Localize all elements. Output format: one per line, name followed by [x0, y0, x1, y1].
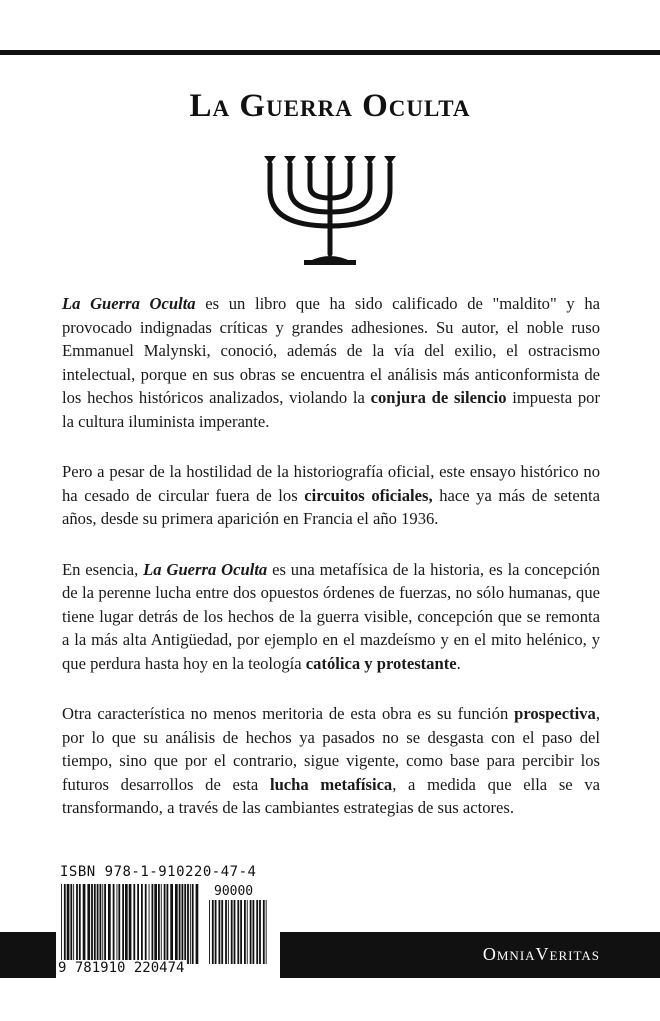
barcode-bar [170, 884, 173, 964]
barcode-bar [152, 884, 154, 964]
ean-barcode-bars [60, 884, 200, 964]
barcode-bar [247, 900, 248, 964]
barcode-bar [266, 900, 267, 964]
emphasis-bold: prospectiva [514, 704, 596, 723]
emphasis-bold: conjura de silencio [370, 388, 507, 407]
barcode-bar [228, 900, 229, 964]
publisher-name: OmniaVeritas [482, 944, 600, 964]
barcode-bar [154, 884, 157, 964]
barcode-bar [129, 884, 132, 964]
text-run: . [456, 653, 461, 673]
barcode-bar [102, 884, 103, 964]
barcode-bar [61, 884, 62, 964]
emphasis-italic: La Guerra Oculta [143, 559, 268, 579]
emphasis-bold: lucha metafísica [269, 774, 393, 794]
barcode-bar [113, 884, 115, 964]
barcode-bar [253, 900, 255, 964]
barcode-bar [179, 884, 181, 964]
emphasis-bold: católica y protestante [305, 653, 457, 673]
emphasis-italic: La Guerra Oculta [62, 294, 196, 313]
barcode-bar [79, 884, 81, 964]
barcode-bar [117, 884, 118, 964]
barcode-bar [118, 884, 120, 964]
barcode-bar [67, 884, 70, 964]
barcode-bar [237, 900, 239, 964]
paragraph [62, 460, 600, 531]
price-barcode-bars [208, 900, 270, 964]
barcode-bar [240, 900, 242, 964]
isbn-barcode [56, 858, 280, 980]
barcode-bar [167, 884, 169, 964]
barcode-bar [184, 884, 186, 964]
paragraph [62, 292, 600, 433]
barcode-bar [133, 884, 135, 964]
barcode-bar [215, 900, 217, 964]
barcode-bar [70, 884, 72, 964]
barcode-bar [187, 884, 189, 964]
barcode-bar [91, 884, 93, 964]
text-run: hace ya más de setenta años, desde su primera aparición en Francia el año 1936. [62, 485, 600, 528]
bottom-band-right [280, 932, 660, 978]
barcode-bar [209, 900, 210, 964]
barcode-bar [145, 884, 147, 964]
barcode-bar [83, 884, 86, 964]
barcode-bar [196, 884, 199, 964]
barcode-bar [87, 884, 90, 964]
barcode-bar [250, 900, 252, 964]
barcode-bar [225, 900, 227, 964]
paragraph [62, 558, 600, 676]
emphasis-bold: circuitos oficiales, [304, 485, 433, 505]
barcode-bar [190, 884, 191, 964]
menorah-icon [258, 150, 402, 270]
barcode-bar [94, 884, 96, 964]
barcode-bar [137, 884, 139, 964]
top-rule [0, 50, 660, 55]
text-run: Pero a pesar de la hostilidad de la historiografía oficial, este ensayo histórico no ha cesado de circular fuera de los [62, 462, 600, 505]
text-run: Otra característica no menos meritoria de esta obra es su función [62, 704, 515, 723]
barcode-bar [263, 900, 265, 964]
barcode-bar [149, 884, 150, 964]
text-run: es una metafísica de la historia, es la concepción de la perenne lucha entre dos opuestos órdenes de fuerzas, no sólo humanas, que tiene lugar detrás de los hechos de la guerra visible, concepción que se remonta a la más alta Antigüedad, por ejemplo en el mazdeísmo y en el mito helénico, y que perdura hasta hoy en la teología [62, 559, 600, 673]
back-cover-text [62, 292, 600, 847]
barcode-bar [64, 884, 66, 964]
barcode-bar [76, 884, 78, 964]
book-title: La Guerra Oculta [189, 88, 471, 124]
barcode-bar [212, 900, 214, 964]
text-run: es un libro que ha sido calificado de "maldito" y ha provocado indignadas críticas y grandes adhesiones. Su autor, el noble ruso Emmanuel Malynski, conoció, además de la vía del exilio, el ostracismo intelectual, porque en sus obras se encuentra el análisis más anticonformista de los hechos históricos analizados, violando la [62, 294, 600, 407]
barcode-bar [259, 900, 261, 964]
barcode-bar [100, 884, 102, 964]
barcode-bar [97, 884, 99, 964]
paragraph [62, 702, 600, 820]
barcode-bar [219, 900, 221, 964]
text-run: En esencia, [62, 559, 144, 579]
barcode-bar [256, 900, 258, 964]
barcode-bar [234, 900, 236, 964]
barcode-bar [158, 884, 160, 964]
barcode-bar [231, 900, 233, 964]
ean-number: 9 781910 220474 [58, 960, 185, 976]
bottom-band-left [0, 932, 56, 978]
barcode-bar [182, 884, 184, 964]
isbn-label: ISBN 978-1-910220-47-4 [60, 864, 257, 880]
text-run: , por lo que su análisis de hechos ya pasados no se desgasta con el paso del tiempo, sino que por el contrario, sigue vigente, como base para percibir los futuros desarrollos de esta [62, 704, 600, 794]
barcode-bar [192, 884, 194, 964]
barcode-bar [164, 884, 166, 964]
barcode-bar [221, 900, 223, 964]
barcode-bar [244, 900, 246, 964]
price-code: 90000 [214, 884, 254, 899]
barcode-bar [141, 884, 143, 964]
text-run: impuesta por la cultura iluminista imperante. [62, 388, 601, 431]
barcode-bar [73, 884, 74, 964]
barcode-bar [125, 884, 128, 964]
barcode-bar [161, 884, 162, 964]
barcode-bar [175, 884, 178, 964]
barcode-bar [108, 884, 111, 964]
barcode-bar [122, 884, 124, 964]
publisher-logo [483, 944, 600, 965]
text-run: , a medida que ella se va transformando, a través de las cambiantes estrategias de sus actores. [62, 774, 600, 817]
barcode-bar [104, 884, 106, 964]
